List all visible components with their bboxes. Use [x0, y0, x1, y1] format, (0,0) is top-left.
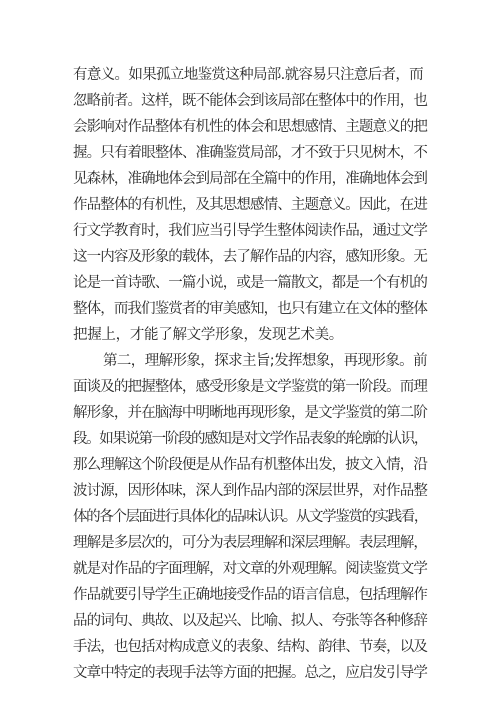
- text-line: [0, 608, 500, 634]
- line-text: 作品就要引导学生正确地接受作品的语言信息，包括理解作: [73, 587, 427, 603]
- text-line: [0, 192, 500, 218]
- text-line: [0, 426, 500, 452]
- line-text: 体的各个层面进行具体化的品味认识。从文学鉴赏的实践看，: [73, 509, 427, 525]
- text-line: [0, 504, 500, 530]
- line-text: 会影响对作品整体有机性的体会和思想感情、主题意义的把: [73, 119, 427, 135]
- text-line: [0, 374, 500, 400]
- line-text: 解形象，并在脑海中明晰地再现形象，是文学鉴赏的第二阶: [73, 405, 427, 421]
- line-text: 忽略前者。这样，既不能体会到该局部在整体中的作用，也: [73, 93, 427, 109]
- text-line: [0, 218, 500, 244]
- line-text: 有意义。如果孤立地鉴赏这种局部.就容易只注意后者，而: [73, 67, 423, 83]
- text-line: [0, 660, 500, 686]
- line-text: 把握上，才能了解文学形象，发现艺术美。: [73, 327, 344, 343]
- line-text: 波讨源，因形体味，深人到作品内部的深层世界，对作品整: [73, 483, 427, 499]
- line-text: 作品整体的有机性，及其思想感情、主题意义。因此，在进: [73, 197, 427, 213]
- line-text: 第二，理解形象，探求主旨;发挥想象，再现形象。前: [103, 353, 427, 369]
- text-line: [0, 348, 500, 374]
- text-line: [0, 88, 500, 114]
- line-text: 握。只有着眼整体、准确鉴赏局部，才不致于只见树木，不: [73, 145, 427, 161]
- line-text: 段。如果说第一阶段的感知是对文学作品表象的轮廓的认识，: [73, 431, 427, 447]
- line-text: 整体，而我们鉴赏者的审美感知，也只有建立在文体的整体: [73, 301, 427, 317]
- text-line: [0, 634, 500, 660]
- text-line: [0, 114, 500, 140]
- text-line: [0, 270, 500, 296]
- text-line: [0, 166, 500, 192]
- line-text: 那么理解这个阶段便是从作品有机整体出发，披文入情，沿: [73, 457, 427, 473]
- line-text: 理解是多层次的，可分为表层理解和深层理解。表层理解，: [73, 535, 427, 551]
- text-line: [0, 452, 500, 478]
- line-text: 就是对作品的字面理解，对文章的外观理解。阅读鉴赏文学: [73, 561, 427, 577]
- text-line: [0, 140, 500, 166]
- line-text: 品的词句、典故、以及起兴、比喻、拟人、夸张等各种修辞: [73, 613, 427, 629]
- line-text: 文章中特定的表现手法等方面的把握。总之，应启发引导学: [73, 665, 427, 681]
- line-text: 手法，也包括对构成意义的表象、结构、韵律、节奏，以及: [73, 639, 427, 655]
- line-text: 论是一首诗歌、一篇小说，或是一篇散文，都是一个有机的: [73, 275, 427, 291]
- text-line: [0, 244, 500, 270]
- line-text: 这一内容及形象的载体，去了解作品的内容，感知形象。无: [73, 249, 427, 265]
- line-text: 见森林，准确地体会到局部在全篇中的作用，准确地体会到: [73, 171, 427, 187]
- text-line: [0, 582, 500, 608]
- text-line: [0, 478, 500, 504]
- text-line: [0, 296, 500, 322]
- text-line: [0, 62, 500, 88]
- text-line: [0, 556, 500, 582]
- line-text: 行文学教育时，我们应当引导学生整体阅读作品，通过文学: [73, 223, 427, 239]
- text-line: [0, 400, 500, 426]
- text-line: [0, 322, 500, 348]
- text-line: [0, 530, 500, 556]
- line-text: 面谈及的把握整体，感受形象是文学鉴赏的第一阶段。而理: [73, 379, 427, 395]
